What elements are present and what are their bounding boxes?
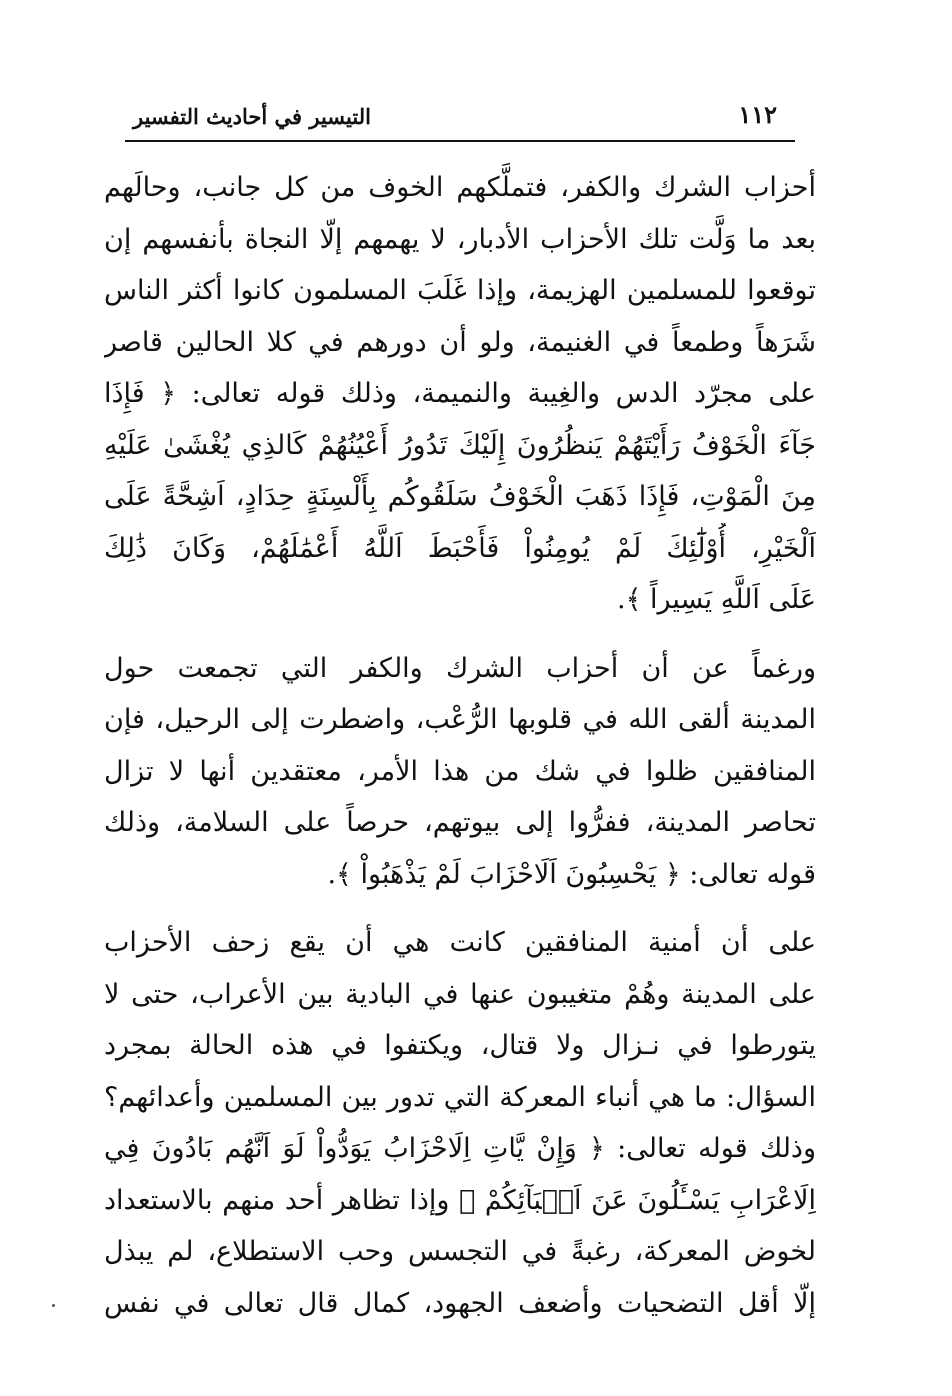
text-line: السؤال: ما هي أنباء المعركة التي تدور بين المسلمين وأعدائهم؟ <box>104 1081 816 1113</box>
running-title: التيسير في أحاديث التفسير <box>133 104 371 129</box>
page-number: ١١٢ <box>738 100 777 129</box>
quran-verse-line: جَآءَ الْخَوْفُ رَأَيْتَهُمْ يَنظُرُونَ إِلَيْكَ تَدُورُ أَعْيُنُهُمْ كَالذِي يُغْشَىٰ عَلَيْهِ <box>104 429 816 461</box>
quran-verse-line: اِلَاعْرَابِ يَسْـَٔلُونَ عَنَ اَنۢبَآئِكُمْ ﴾ وإذا تظاهر أحد منهم بالاستعداد <box>104 1184 816 1216</box>
header-rule <box>125 140 795 142</box>
text-line: تحاصر المدينة، ففرُّوا إلى بيوتهم، حرصاً على السلامة، وذلك <box>104 807 816 838</box>
text-line: يتورطوا في نـزال ولا قتال، ويكتفوا في هذه الحالة بمجرد <box>104 1030 816 1061</box>
scan-speck <box>52 1304 55 1307</box>
quran-verse-line: وذلك قوله تعالى: ﴿ وَإِنْ يَّاتِ اِلَاحْزَابُ يَوَدُّواْ لَوَ اَنَّهُم بَادُونَ فِي <box>104 1133 816 1164</box>
text-line: ورغماً عن أن أحزاب الشرك والكفر التي تجمعت حول <box>104 652 816 684</box>
text-line: المدينة ألقى الله في قلوبها الرُّعْب، واضطرت إلى الرحيل، فإن <box>104 704 816 735</box>
text-line: على أن أمنية المنافقين كانت هي أن يقع زحف الأحزاب <box>104 927 816 958</box>
text-line: على المدينة وهُمْ متغيبون عنها في البادية بين الأعراب، حتى لا <box>104 978 816 1010</box>
text-line: بعد ما وَلَّت تلك الأحزاب الأدبار، لا يهمهم إلّا النجاة بأنفسهم إن <box>104 223 816 255</box>
text-line: إلّا أقل التضحيات وأضعف الجهود، كمال قال تعالى في نفس <box>104 1287 816 1319</box>
text-line: شَرَهاً وطمعاً في الغنيمة، ولو أن دورهم في كلا الحالين قاصر <box>104 326 816 358</box>
text-line: قوله تعالى: ﴿ يَحْسِبُونَ اَلَاحْزَابَ لَمْ يَذْهَبُواْ ﴾. <box>327 858 816 890</box>
paragraph <box>104 917 816 1329</box>
quran-verse-line: اَلْخَيْرِ، أُوْلَٰٓئِكَ لَمْ يُومِنُواْ فَأَحْبَطَ اَللَّهُ أَعْمَٰلَهُمْ، وَكَانَ ذَٰلِكَ <box>104 532 816 564</box>
text-line: توقعوا للمسلمين الهزيمة، وإذا غَلَبَ المسلمون كانوا أكثر الناس <box>104 275 816 306</box>
text-line: المنافقين ظلوا في شك من هذا الأمر، معتقدين أنها لا تزال <box>104 755 816 787</box>
quran-verse-line: مِنَ الْمَوْتِ، فَإِذَا ذَهَبَ الْخَوْفُ سَلَقُوكُم بِأَلْسِنَةٍ حِدَادٍ، اَشِحَّةً عَلَى <box>104 481 816 512</box>
text-line: لخوض المعركة، رغبةً في التجسس وحب الاستطلاع، لم يبذل <box>104 1236 816 1267</box>
paragraph <box>104 643 816 901</box>
quran-verse-line: عَلَى اَللَّهِ يَسِيراً ﴾. <box>617 584 816 615</box>
page-header <box>125 100 795 144</box>
paragraph <box>104 162 816 626</box>
text-line: أحزاب الشرك والكفر، فتملَّكهم الخوف من كل جانب، وحالَهم <box>104 172 816 203</box>
text-line: على مجرّد الدس والغِيبة والنميمة، وذلك قوله تعالى: ﴿ فَإِذَا <box>104 378 816 409</box>
body-text <box>104 162 816 1346</box>
